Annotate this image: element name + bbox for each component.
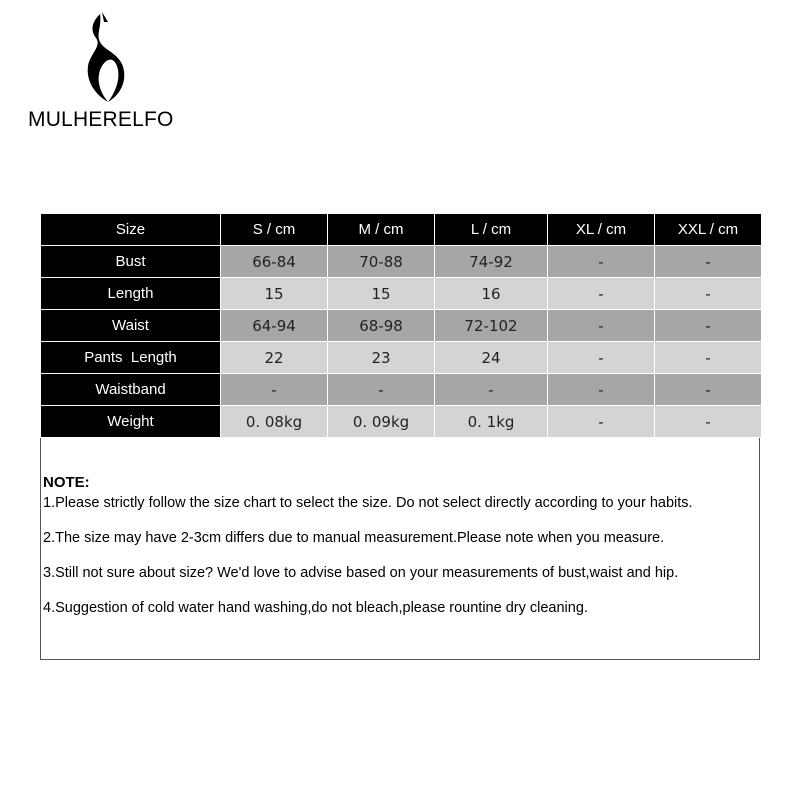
header-l: L / cm <box>435 214 548 246</box>
table-row <box>41 310 762 342</box>
table-cell: - <box>548 406 655 438</box>
size-table <box>40 213 762 438</box>
header-s: S / cm <box>221 214 328 246</box>
table-row <box>41 374 762 406</box>
table-cell: - <box>328 374 435 406</box>
table-cell: 0. 08kg <box>221 406 328 438</box>
notes-section <box>43 474 759 635</box>
table-cell: 72-102 <box>435 310 548 342</box>
table-cell: - <box>655 406 762 438</box>
table-cell: 23 <box>328 342 435 374</box>
swan-logo-icon <box>78 10 138 106</box>
table-cell: 68-98 <box>328 310 435 342</box>
row-label: Pants Length <box>41 342 221 374</box>
brand-name: MULHERELFO <box>28 108 174 131</box>
table-cell: 64-94 <box>221 310 328 342</box>
note-item: 3.Still not sure about size? We'd love to advise based on your measurements of bust,waist and hip. <box>43 565 679 581</box>
table-cell: 0. 09kg <box>328 406 435 438</box>
row-label: Weight <box>41 406 221 438</box>
notes-title: NOTE: <box>43 474 90 491</box>
size-chart <box>40 213 760 660</box>
table-cell: - <box>548 310 655 342</box>
note-item: 4.Suggestion of cold water hand washing,do not bleach,please rountine dry cleaning. <box>43 600 588 616</box>
table-row <box>41 342 762 374</box>
table-cell: 15 <box>221 278 328 310</box>
table-cell: - <box>655 342 762 374</box>
table-header-row <box>41 214 762 246</box>
header-xl: XL / cm <box>548 214 655 246</box>
table-cell: - <box>548 246 655 278</box>
table-cell: - <box>655 278 762 310</box>
table-cell: 66-84 <box>221 246 328 278</box>
table-cell: 15 <box>328 278 435 310</box>
table-cell: 16 <box>435 278 548 310</box>
table-cell: - <box>435 374 548 406</box>
table-row <box>41 278 762 310</box>
note-item: 1.Please strictly follow the size chart to select the size. Do not select directly according to your habits. <box>43 495 693 511</box>
header-size: Size <box>41 214 221 246</box>
table-cell: - <box>655 246 762 278</box>
table-cell: - <box>655 374 762 406</box>
table-cell: - <box>548 278 655 310</box>
table-cell: 22 <box>221 342 328 374</box>
table-cell: - <box>655 310 762 342</box>
brand-logo <box>28 8 208 138</box>
header-m: M / cm <box>328 214 435 246</box>
table-cell: - <box>221 374 328 406</box>
note-item: 2.The size may have 2-3cm differs due to manual measurement.Please note when you measure. <box>43 530 665 546</box>
row-label: Length <box>41 278 221 310</box>
table-cell: - <box>548 374 655 406</box>
table-cell: 74-92 <box>435 246 548 278</box>
table-row <box>41 406 762 438</box>
table-cell: 24 <box>435 342 548 374</box>
row-label: Waistband <box>41 374 221 406</box>
table-cell: 0. 1kg <box>435 406 548 438</box>
row-label: Bust <box>41 246 221 278</box>
row-label: Waist <box>41 310 221 342</box>
header-xxl: XXL / cm <box>655 214 762 246</box>
table-cell: 70-88 <box>328 246 435 278</box>
table-cell: - <box>548 342 655 374</box>
table-row <box>41 246 762 278</box>
